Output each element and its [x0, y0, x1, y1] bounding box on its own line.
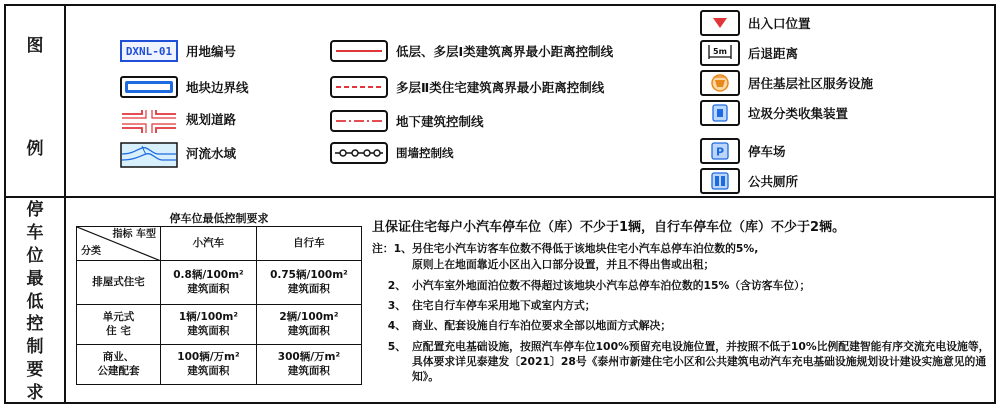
header-bike: 自行车 [256, 227, 361, 261]
bike-value-cell [256, 261, 361, 305]
legend-label: 后退距离 [748, 46, 799, 61]
legend-label: 河流水域 [186, 146, 237, 161]
car-unit: 建筑面积 [187, 364, 230, 377]
legend-item-public-toilet [700, 168, 798, 194]
row-category: 单元式 住 宅 [77, 305, 161, 345]
wall-circle-line-icon [330, 142, 388, 164]
waste-sorting-icon [700, 100, 740, 126]
legend-label: 地块边界线 [186, 80, 249, 95]
table-row [77, 305, 362, 345]
setback-distance-icon [700, 40, 740, 66]
public-toilet-icon [700, 168, 740, 194]
parking-table-title: 停车位最低控制要求 [169, 212, 269, 225]
bike-value: 0.75辆/100m² [270, 269, 348, 282]
note-item [372, 257, 992, 272]
row-category: 商业、 公建配套 [77, 345, 161, 385]
setback-symbol-text: 5m [713, 47, 727, 56]
note-item [372, 278, 992, 293]
land-code-icon: DXNL-01 [120, 40, 178, 62]
legend-item-entrance [700, 10, 811, 36]
parking-side-char: 控 [26, 314, 44, 335]
note-item [372, 318, 992, 333]
parking-side-char: 低 [26, 291, 44, 312]
note-number: 3、 [387, 298, 406, 312]
legend-item-waste-sorting [700, 100, 848, 126]
note-number: 注：1、 [372, 242, 412, 255]
community-service-icon [700, 70, 740, 96]
legend-side-char: 例 [26, 139, 44, 159]
note-number: 5、 [387, 339, 406, 353]
legend-label: 公共厕所 [748, 174, 799, 189]
table-row [77, 261, 362, 305]
parking-side-char: 车 [26, 222, 44, 243]
parking-notes [372, 216, 992, 390]
note-text: 小汽车室外地面泊位数不得超过该地块小汽车总停车泊位数的15%（含访客车位）； [412, 278, 811, 292]
legend-label: 多层Ⅱ类住宅建筑离界最小距离控制线 [396, 80, 605, 95]
car-value-cell [161, 345, 257, 385]
legend-item-wall-line [330, 142, 454, 164]
note-text: 另住宅小汽车访客车位数不得低于该地块住宅小汽车总停车泊位数的5%, [412, 242, 759, 255]
bike-value-cell [256, 305, 361, 345]
side-column-divider [64, 4, 66, 404]
dashed-red-line-icon [330, 76, 388, 98]
parking-side-char: 位 [26, 245, 44, 266]
parking-side-char: 制 [26, 337, 44, 358]
parking-symbol-text: P [715, 145, 725, 159]
bike-value-cell [256, 345, 361, 385]
legend-item-planned-road [120, 108, 236, 130]
car-value: 0.8辆/100m² [173, 269, 244, 282]
note-number: 2、 [387, 278, 406, 292]
note-text: 应配置充电基础设施，按照汽车停车位100%预留充电设施位置，并按照不低于10%比例配建智能有序交流充电设施等，具体要求详见泰建发〔2021〕28号《泰州市新建住宅小区和公共建筑电动汽车充电基础设施规划设计建设实施意见的通知》。 [412, 339, 990, 384]
plot-boundary-icon [120, 76, 178, 98]
parking-side-char: 停 [26, 200, 44, 220]
legend-item-river-water [120, 142, 236, 164]
legend-label: 低层、多层Ⅰ类建筑离界最小距离控制线 [396, 44, 614, 59]
dash-dot-red-line-icon [330, 110, 388, 132]
note-item [372, 298, 992, 313]
legend-item-setback [700, 40, 798, 66]
car-value-cell [161, 261, 257, 305]
legend-item-dash-dot-red-line [330, 110, 484, 132]
header-corner-bottom: 分类 [81, 245, 101, 257]
legend-label: 围墙控制线 [396, 146, 454, 160]
legend-item-parking [700, 138, 786, 164]
parking-side-char: 最 [26, 268, 44, 289]
header-corner-top: 指标 车型 [112, 229, 156, 240]
note-text: 住宅自行车停车采用地下或室内方式； [412, 298, 596, 312]
parking-side-char: 求 [26, 383, 44, 403]
legend-label: 地下建筑控制线 [396, 114, 484, 129]
legend-item-dashed-red-line [330, 76, 604, 98]
section-divider [4, 196, 996, 198]
note-text: 商业、配套设施自行车泊位要求全部以地面方式解决； [412, 319, 672, 333]
parking-side-label [6, 200, 64, 404]
table-row [77, 345, 362, 385]
river-water-icon [120, 142, 178, 164]
table-header-row [77, 227, 362, 261]
legend-label: 出入口位置 [748, 16, 811, 31]
legend-label: 垃圾分类收集装置 [748, 106, 849, 121]
parking-requirements-table [76, 226, 362, 385]
bike-value: 300辆/万m² [277, 351, 341, 364]
note-number [372, 257, 412, 272]
row-category: 排屋式住宅 [77, 261, 161, 305]
entrance-triangle-icon [700, 10, 740, 36]
legend-item-land-code [120, 40, 236, 62]
legend-label: 停车场 [748, 144, 786, 159]
solid-red-line-icon [330, 40, 388, 62]
legend-label: 居住基层社区服务设施 [748, 76, 874, 91]
header-car: 小汽车 [161, 227, 257, 261]
parking-main-text: 且保证住宅每户小汽车停车位（库）不少于1辆，自行车停车位（库）不少于2辆。 [372, 220, 846, 235]
car-value: 1辆/100m² [178, 311, 238, 324]
bike-unit: 建筑面积 [287, 324, 330, 337]
planned-road-icon [120, 108, 178, 130]
note-text: 原则上在地面靠近小区出入口部分设置，并且不得出售或出租； [412, 258, 715, 272]
car-value: 100辆/万m² [177, 351, 240, 364]
car-value-cell [161, 305, 257, 345]
legend-item-community-service [700, 70, 873, 96]
legend-side-char: 图 [26, 36, 44, 56]
note-item [372, 241, 992, 256]
parking-icon [700, 138, 740, 164]
bike-unit: 建筑面积 [287, 282, 330, 295]
car-unit: 建筑面积 [187, 282, 230, 295]
bike-unit: 建筑面积 [287, 364, 330, 377]
legend-item-plot-boundary [120, 76, 249, 98]
car-unit: 建筑面积 [187, 324, 230, 337]
bike-value: 2辆/100m² [279, 311, 339, 324]
parking-side-char: 要 [26, 360, 44, 381]
legend-item-solid-red-line [330, 40, 613, 62]
legend-label: 用地编号 [186, 44, 237, 59]
note-number: 4、 [387, 319, 406, 333]
legend-label: 规划道路 [186, 112, 237, 127]
note-item [372, 339, 992, 385]
header-corner-cell [77, 227, 161, 261]
legend-side-label [6, 38, 64, 158]
